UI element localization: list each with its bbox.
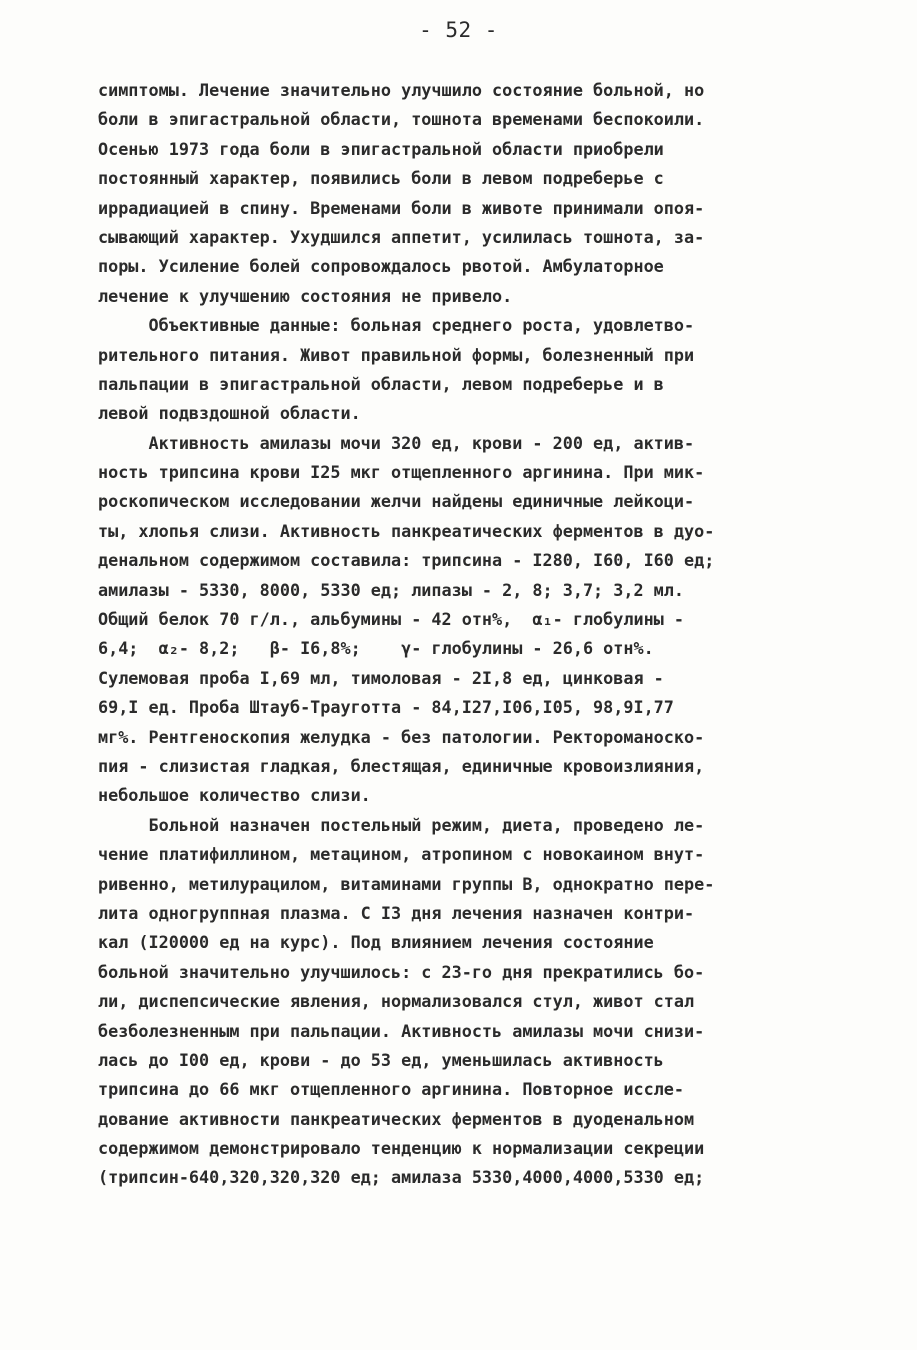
text-line: ты, хлопья слизи. Активность панкреатических ферментов в дуо- (98, 520, 715, 541)
text-line: Активность амилазы мочи 320 ед, крови - 200 ед, актив- (98, 432, 695, 453)
text-line: чение платифиллином, метацином, атропином с новокаином внут- (98, 844, 705, 865)
text-line: небольшое количество слизи. (98, 785, 371, 806)
text-line: левой подвздошной области. (98, 403, 361, 424)
text-line: боли в эпигастральной области, тошнота временами беспокоили. (98, 109, 705, 130)
text-line: Объективные данные: больная среднего роста, удовлетво- (98, 315, 695, 336)
text-line: ривенно, метилурацилом, витаминами группы В, однократно пере- (98, 873, 715, 894)
text-line: пия - слизистая гладкая, блестящая, единичные кровоизлияния, (98, 755, 705, 776)
text-line: сывающий характер. Ухудшился аппетит, усилилась тошнота, за- (98, 226, 705, 247)
text-line: содержимом демонстрировало тенденцию к нормализации секреции (98, 1138, 705, 1159)
text-line: лась до I00 ед, крови - до 53 ед, уменьшилась активность (98, 1049, 664, 1070)
text-line: (трипсин-640,320,320,320 ед; амилаза 5330,4000,4000,5330 ед; (98, 1167, 705, 1188)
text-line: симптомы. Лечение значительно улучшило состояние больной, но (98, 80, 705, 100)
text-line: роскопическом исследовании желчи найдены единичные лейкоци- (98, 491, 695, 512)
text-line: амилазы - 5330, 8000, 5330 ед; липазы - 2, 8; 3,7; 3,2 мл. (98, 579, 684, 600)
text-line: лита одногруппная плазма. С I3 дня лечения назначен контри- (98, 902, 695, 923)
text-line: Больной назначен постельный режим, диета, проведено ле- (98, 814, 705, 835)
text-line: дование активности панкреатических ферментов в дуоденальном (98, 1108, 695, 1129)
page-number: - 52 - (419, 18, 498, 42)
text-line: кал (I20000 ед на курс). Под влиянием лечения состояние (98, 932, 654, 953)
text-line: ность трипсина крови I25 мкг отщепленного аргинина. При мик- (98, 462, 705, 483)
text-line: иррадиацией в спину. Временами боли в животе принимали опоя- (98, 197, 705, 218)
text-line: мг%. Рентгеноскопия желудка - без патологии. Ректороманоско- (98, 726, 705, 747)
text-line: лечение к улучшению состояния не привело. (98, 285, 513, 306)
text-line: пальпации в эпигастральной области, левом подреберье и в (98, 373, 664, 394)
text-line: Сулемовая проба I,69 мл, тимоловая - 2I,8 ед, цинковая - (98, 667, 664, 688)
text-line: больной значительно улучшилось: с 23-го дня прекратились бо- (98, 961, 705, 982)
text-line: трипсина до 66 мкг отщепленного аргинина. Повторное иссле- (98, 1079, 684, 1100)
text-line: 69,I ед. Проба Штауб-Трауготта - 84,I27,I06,I05, 98,9I,77 (98, 697, 674, 718)
text-line: ли, диспепсические явления, нормализовался стул, живот стал (98, 991, 695, 1012)
text-line: 6,4; α₂- 8,2; β- I6,8%; γ- глобулины - 26,6 отн%. (98, 638, 654, 659)
text-line: Общий белок 70 г/л., альбумины - 42 отн%, α₁- глобулины - (98, 609, 684, 630)
body-text (98, 76, 843, 1193)
text-line: денальном содержимом составила: трипсина - I280, I60, I60 ед; (98, 550, 715, 571)
text-line: поры. Усиление болей сопровождалось рвотой. Амбулаторное (98, 256, 664, 277)
text-line: рительного питания. Живот правильной формы, болезненный при (98, 344, 695, 365)
text-line: Осенью 1973 года боли в эпигастральной области приобрели (98, 138, 664, 159)
text-line: постоянный характер, появились боли в левом подреберье с (98, 168, 664, 189)
text-line: безболезненным при пальпации. Активность амилазы мочи снизи- (98, 1020, 705, 1041)
